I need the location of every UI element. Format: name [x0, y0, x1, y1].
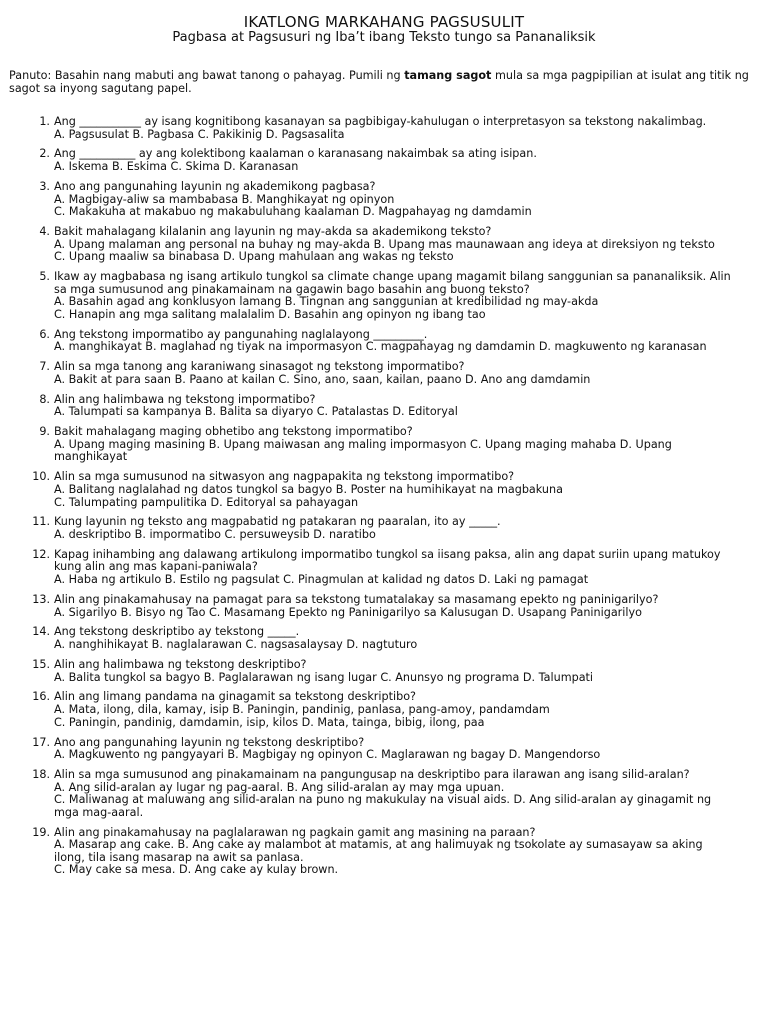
question-item [0, 426, 734, 464]
question-text: Bakit mahalagang kilalanin ang layunin ng may-akda sa akademikong teksto? [54, 225, 492, 239]
question-options: A. Mata, ilong, dila, kamay, isip B. Paningin, pandinig, panlasa, pang-amoy, pandamdam [54, 703, 550, 717]
question-number: 11. [32, 515, 50, 529]
question-number: 5. [39, 270, 50, 284]
question-number: 16. [32, 690, 50, 704]
question-options: A. Magbigay-aliw sa mambabasa B. Manghikayat ng opinyon [54, 192, 395, 206]
question-text: Alin ang halimbawa ng tekstong impormatibo? [54, 392, 316, 406]
question-item [0, 148, 734, 173]
question-text: Ang tekstong impormatibo ay pangunahing naglalayong _________. [54, 327, 428, 341]
question-options: A. Iskema B. Eskima C. Skima D. Karanasan [54, 160, 299, 174]
question-item [0, 271, 734, 321]
question-text: Alin ang pinakamahusay na paglalarawan ng pagkain gamit ang masining na paraan? [54, 825, 536, 839]
question-text: Ang __________ ay ang kolektibong kaalaman o karanasang nakaimbak sa ating isipan. [54, 147, 537, 161]
question-number: 8. [39, 392, 50, 406]
instructions-text-after: mula sa mga pagpipilian at isulat ang titik ng sagot sa inyong sagutang papel. [9, 69, 749, 95]
question-text: Ang tekstong deskriptibo ay tekstong _____. [54, 625, 300, 639]
question-item [0, 116, 734, 141]
question-item [0, 394, 734, 419]
question-number: 10. [32, 470, 50, 484]
question-number: 9. [39, 425, 50, 439]
question-options: A. Balitang naglalahad ng datos tungkol sa bagyo B. Poster na humihikayat na magbakuna [54, 482, 563, 496]
question-options: A. Bakit at para saan B. Paano at kailan C. Sino, ano, saan, kailan, paano D. Ano ang damdamin [54, 372, 591, 386]
question-number: 13. [32, 592, 50, 606]
question-options: A. Masarap ang cake. B. Ang cake ay malambot at matamis, at ang halimuyak ng tsokolate ay sumasayaw sa aking ilong, tila isang masarap na awit sa panlasa. [54, 838, 703, 864]
question-options: C. May cake sa mesa. D. Ang cake ay kulay brown. [54, 863, 339, 877]
question-options: C. Paningin, pandinig, damdamin, isip, kilos D. Mata, tainga, bibig, ilong, paa [54, 715, 485, 729]
question-item [0, 329, 734, 354]
question-options: A. deskriptibo B. impormatibo C. persuweysib D. naratibo [54, 528, 376, 541]
question-item [0, 737, 734, 762]
question-number: 15. [32, 657, 50, 671]
question-options: C. Makakuha at makabuo ng makabuluhang kaalaman D. Magpahayag ng damdamin [54, 205, 532, 219]
question-number: 14. [32, 625, 50, 639]
question-options: C. Hanapin ang mga salitang malalalim D. Basahin ang opinyon ng ibang tao [54, 307, 486, 321]
question-text: Alin ang halimbawa ng tekstong deskriptibo? [54, 657, 307, 671]
question-item [0, 691, 734, 729]
question-item [0, 181, 734, 219]
question-item [0, 659, 734, 684]
question-options: A. Ang silid-aralan ay lugar ng pag-aaral. B. Ang silid-aralan ay may mga upuan. [54, 780, 505, 794]
question-text: Bakit mahalagang maging obhetibo ang tekstong impormatibo? [54, 425, 413, 439]
question-text: Alin sa mga tanong ang karaniwang sinasagot ng tekstong impormatibo? [54, 360, 465, 374]
question-item [0, 549, 734, 587]
question-options: A. Haba ng artikulo B. Estilo ng pagsulat C. Pinagmulan at kalidad ng datos D. Laki ng pamagat [54, 573, 589, 587]
question-number: 3. [39, 179, 50, 193]
question-text: Kapag inihambing ang dalawang artikulong impormatibo tungkol sa iisang paksa, alin ang dapat suriin upang matukoy kung alin ang mas kapani-paniwala? [54, 547, 721, 574]
question-number: 6. [39, 327, 50, 341]
question-options: A. Sigarilyo B. Bisyo ng Tao C. Masamang Epekto ng Paninigarilyo sa Kalusugan D. Usapang Paninigarilyo [54, 605, 642, 619]
question-text: Ano ang pangunahing layunin ng akademikong pagbasa? [54, 179, 376, 193]
question-options: A. manghikayat B. maglahad ng tiyak na impormasyon C. magpahayag ng damdamin D. magkuwento ng karanasan [54, 340, 707, 354]
question-number: 4. [39, 225, 50, 239]
question-item [0, 471, 734, 509]
question-text: Alin sa mga sumusunod ang pinakamainam na pangungusap na deskriptibo para ilarawan ang isang silid-aralan? [54, 767, 690, 781]
question-text: Ang ___________ ay isang kognitibong kasanayan sa pagbibigay-kahulugan o interpretasyon sa tekstong nakalimbag. [54, 115, 707, 128]
question-item [0, 827, 734, 877]
question-text: Ikaw ay magbabasa ng isang artikulo tungkol sa climate change upang magamit bilang sanggunian sa pananaliksik. Alin sa mga sumusunod ang pinakamainam na gagawin bago basahin ang buong teksto? [54, 270, 731, 296]
question-options: A. Basahin agad ang konklusyon lamang B. Tingnan ang sanggunian at kredibilidad ng may-akda [54, 295, 599, 309]
page-subtitle: Pagbasa at Pagsusuri ng Iba’t ibang Teksto tungo sa Pananaliksik [172, 30, 596, 45]
instructions [9, 70, 757, 95]
question-text: Ano ang pangunahing layunin ng tekstong deskriptibo? [54, 735, 365, 749]
question-item [0, 361, 734, 386]
question-options: C. Talumpating pampulitika D. Editoryal sa pahayagan [54, 495, 359, 509]
question-number: 18. [32, 767, 50, 781]
question-text: Alin ang pinakamahusay na pamagat para sa tekstong tumatalakay sa masamang epekto ng paninigarilyo? [54, 592, 659, 606]
question-options: C. Maliwanag at maluwang ang silid-aralan na puno ng makukulay na visual aids. D. Ang silid-aralan ay ginagamit ng mga mag-aaral. [54, 793, 712, 819]
question-options: A. Talumpati sa kampanya B. Balita sa diyaryo C. Patalastas D. Editoryal [54, 405, 458, 419]
question-number: 17. [32, 735, 50, 749]
question-options: A. nanghihikayat B. naglalarawan C. nagsasalaysay D. nagtuturo [54, 638, 418, 652]
question-item [0, 769, 734, 819]
question-number: 12. [32, 547, 50, 561]
question-text: Alin sa mga sumusunod na sitwasyon ang nagpapakita ng tekstong impormatibo? [54, 470, 515, 484]
question-list [0, 116, 768, 884]
page-title: IKATLONG MARKAHANG PAGSUSULIT [243, 13, 525, 31]
question-options: A. Magkuwento ng pangyayari B. Magbigay ng opinyon C. Maglarawan ng bagay D. Mangendorso [54, 748, 601, 762]
question-item [0, 226, 734, 264]
question-item [0, 626, 734, 651]
question-options: C. Upang maaliw sa binabasa D. Upang mahulaan ang wakas ng teksto [54, 250, 454, 264]
question-options: A. Upang maging masining B. Upang maiwasan ang maling impormasyon C. Upang maging mahaba D. Upang manghikayat [54, 437, 672, 464]
question-options: A. Pagsusulat B. Pagbasa C. Pakikinig D. Pagsasalita [54, 127, 345, 141]
question-number: 19. [32, 825, 50, 839]
question-number: 1. [39, 115, 50, 128]
question-number: 2. [39, 147, 50, 161]
question-options: A. Balita tungkol sa bagyo B. Paglalarawan ng isang lugar C. Anunsyo ng programa D. Talumpati [54, 670, 594, 684]
question-number: 7. [39, 360, 50, 374]
question-text: Alin ang limang pandama na ginagamit sa tekstong deskriptibo? [54, 690, 416, 704]
question-item [0, 516, 734, 541]
instructions-text-before: Panuto: Basahin nang mabuti ang bawat tanong o pahayag. Pumili ng [9, 69, 405, 82]
question-options: A. Upang malaman ang personal na buhay ng may-akda B. Upang mas maunawaan ang ideya at direksiyon ng teksto [54, 237, 715, 251]
question-item [0, 594, 734, 619]
instructions-bold: tamang sagot [404, 69, 492, 82]
question-text: Kung layunin ng teksto ang magpabatid ng patakaran ng paaralan, ito ay _____. [54, 515, 501, 529]
